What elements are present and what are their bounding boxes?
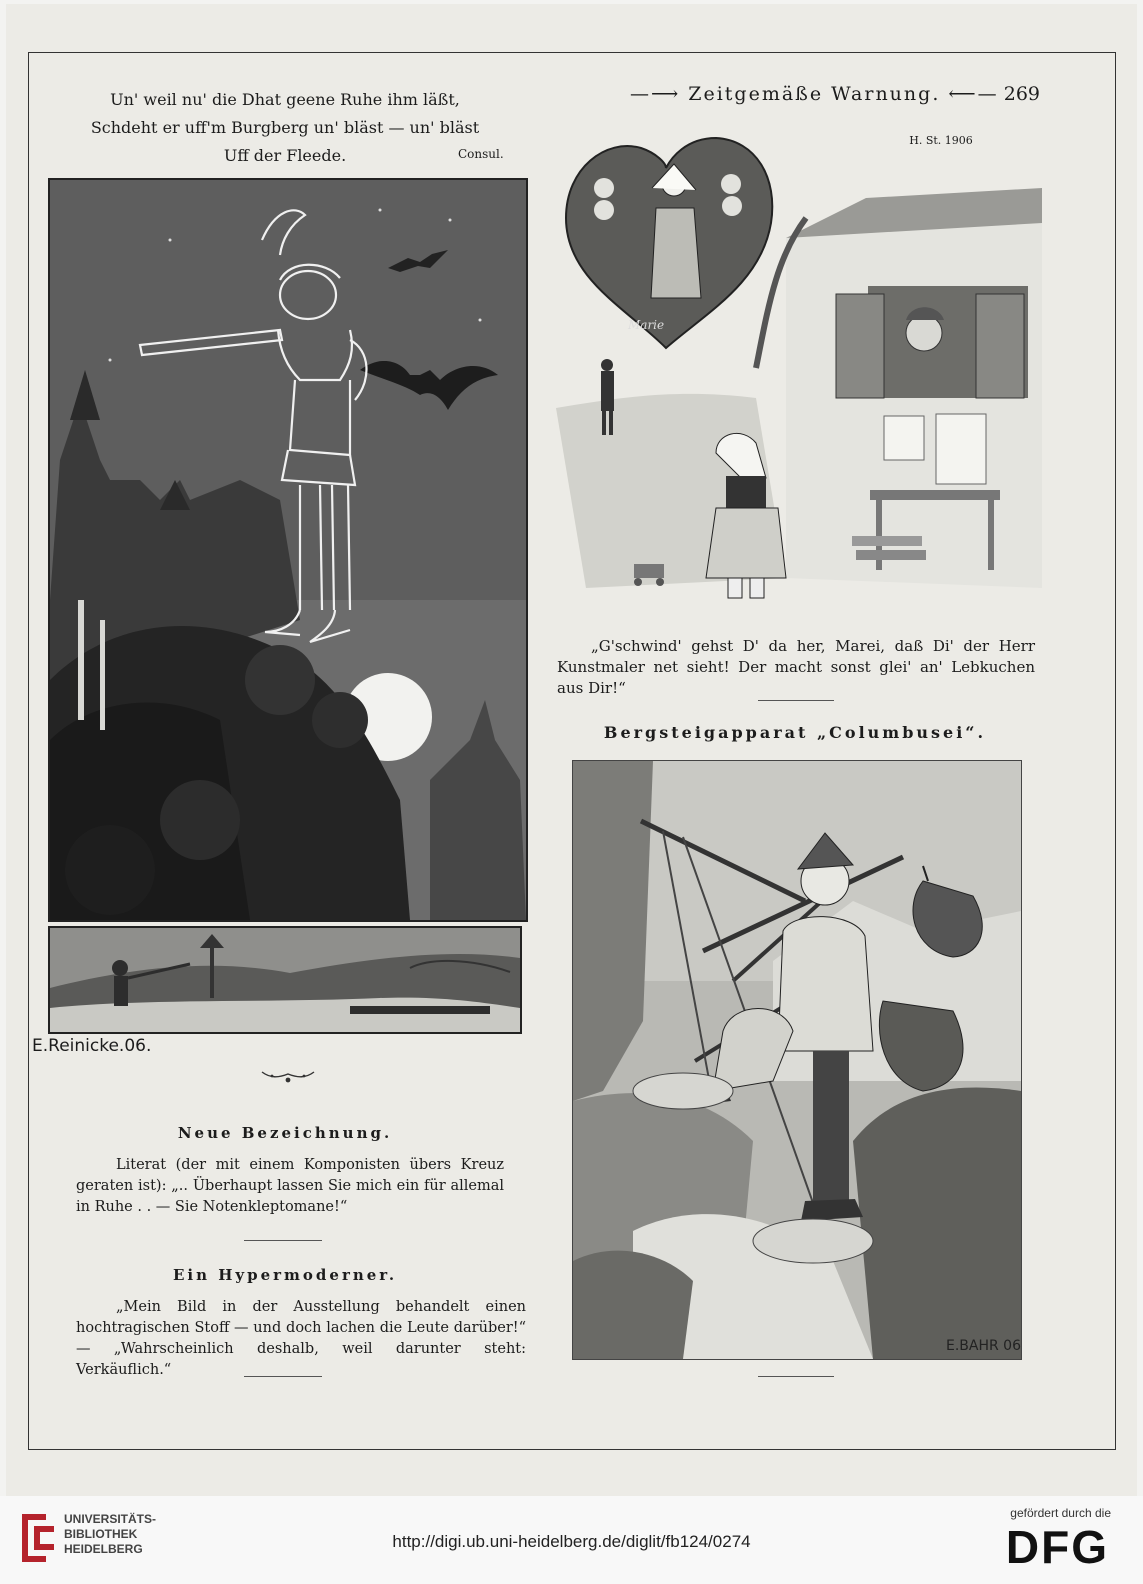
permalink-url[interactable]: http://digi.ub.uni-heidelberg.de/diglit/fb124/0274: [392, 1532, 751, 1551]
piper-strip-illustration: [48, 926, 522, 1034]
funding-note: gefördert durch die: [1010, 1506, 1111, 1520]
divider: [244, 1376, 322, 1377]
neue-bezeichnung-title: Neue Bezeichnung.: [177, 1124, 393, 1142]
heart-inscription: Marie: [628, 318, 665, 332]
gingerbread-warning-caption: „G'schwind' gehst D' da her, Marei, daß Di' der Herr Kunstmaler net sieht! Der macht sonst glei' an' Lebkuchen aus Dir!“: [557, 637, 1035, 697]
upper-right-signature: H. St. 1906: [909, 134, 973, 147]
hypermoderner-text: „Mein Bild in der Ausstellung behandelt einen hochtragischen Stoff — und doch lachen die Leute darüber!“ — „Wahrscheinlich deshalb, weil darunter steht: Verkäuflich.“: [76, 1299, 526, 1378]
page-header-title: —⟶ Zeitgemäße Warnung. ⟵—: [630, 83, 999, 105]
bergsteigapparat-title: Bergsteigapparat „Columbusei“.: [603, 723, 987, 742]
divider: [758, 1376, 834, 1377]
ornament-icon: [258, 1066, 318, 1086]
university-library-name: UNIVERSITÄTS- BIBLIOTHEK HEIDELBERG: [64, 1512, 157, 1556]
verse-block: [70, 86, 500, 170]
lower-right-signature: E.BAHR 06: [946, 1338, 1021, 1354]
neue-bezeichnung-text: Literat (der mit einem Komponisten übers Kreuz geraten ist): „.. Überhaupt lassen Sie mich ein für allemal in Ruhe . . — Sie Notenkleptomane!“: [76, 1157, 504, 1215]
verse-line: Schdeht er uff'm Burgberg un' bläst — un' bläst: [90, 118, 480, 137]
verse-line: Uff der Fleede.: [223, 146, 347, 165]
divider: [758, 700, 834, 701]
mountain-climber-illustration: [572, 760, 1022, 1360]
gingerbread-warning-illustration: [556, 108, 1042, 628]
viewer-footer: [0, 1496, 1143, 1584]
left-illustration-signature: E.Reinicke.06.: [32, 1036, 152, 1056]
page-number: 269: [1003, 83, 1040, 105]
hypermoderner-title: Ein Hypermoderner.: [172, 1266, 398, 1284]
dfg-logo: DFG: [1005, 1521, 1109, 1573]
verse-line: Un' weil nu' die Dhat geene Ruhe ihm läßt,: [110, 90, 460, 109]
verse-author: Consul.: [458, 147, 504, 161]
piper-illustration: [48, 178, 528, 922]
divider: [244, 1240, 322, 1241]
